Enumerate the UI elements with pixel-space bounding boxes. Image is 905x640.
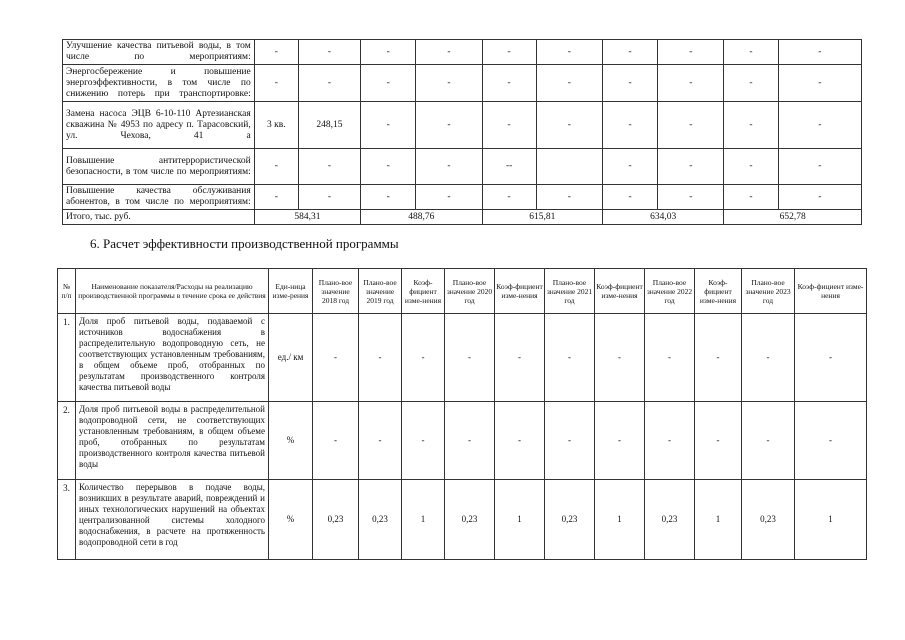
table-cell: - (361, 40, 416, 65)
unit-cell: % (269, 480, 313, 560)
value-cell: 0,23 (645, 480, 695, 560)
table-cell: - (658, 149, 724, 185)
unit-cell: ед./ км (269, 314, 313, 402)
value-cell: - (545, 314, 595, 402)
value-cell: - (495, 314, 545, 402)
total-value: 634,03 (602, 210, 723, 225)
value-cell: - (742, 402, 795, 480)
table-cell: - (536, 185, 602, 210)
value-cell: - (795, 314, 867, 402)
table-cell: - (778, 185, 861, 210)
table-cell: - (361, 185, 416, 210)
total-value: 615,81 (482, 210, 602, 225)
table-cell: - (298, 185, 360, 210)
table-cell: - (778, 40, 861, 65)
total-label: Итого, тыс. руб. (63, 210, 255, 225)
table-cell: - (361, 65, 416, 102)
column-header: Плано-вое значение 2021 год (545, 269, 595, 314)
column-header: Коэф-фициент изме-нения (495, 269, 545, 314)
column-header: Коэф-фициент изме-нения (695, 269, 742, 314)
value-cell: - (445, 402, 495, 480)
value-cell: 0,23 (445, 480, 495, 560)
value-cell: 0,23 (742, 480, 795, 560)
value-cell: - (359, 314, 402, 402)
value-cell: 0,23 (359, 480, 402, 560)
table-cell: 3 кв. (254, 102, 298, 149)
value-cell: - (313, 314, 359, 402)
table-cell: - (416, 149, 482, 185)
table-cell: - (724, 65, 778, 102)
row-number: 2. (58, 402, 76, 480)
value-cell: - (595, 402, 645, 480)
value-cell: 1 (495, 480, 545, 560)
table-cell: - (482, 65, 536, 102)
table-cell: - (298, 149, 360, 185)
value-cell: - (742, 314, 795, 402)
table-cell: - (361, 102, 416, 149)
table-row (63, 40, 862, 65)
column-header: Плано-вое значение 2020 год (445, 269, 495, 314)
table-cell: - (778, 149, 861, 185)
value-cell: - (645, 402, 695, 480)
table-cell: - (724, 185, 778, 210)
value-cell: - (695, 402, 742, 480)
unit-cell: % (269, 402, 313, 480)
value-cell: - (495, 402, 545, 480)
value-cell: - (445, 314, 495, 402)
value-cell: - (795, 402, 867, 480)
table-row (63, 65, 862, 102)
value-cell: - (545, 402, 595, 480)
table-cell: - (416, 40, 482, 65)
table-cell: - (602, 185, 657, 210)
value-cell: 1 (795, 480, 867, 560)
indicator-name: Доля проб питьевой воды в распределительной водопроводной сети, не соответствующих установленным требованиям, в общем объеме проб, отобранных по результатам производственного контроля качества питьевой воды (76, 402, 269, 480)
table-cell: - (416, 65, 482, 102)
column-header: Коэф-фициент изме-нения (402, 269, 445, 314)
table-cell: - (298, 65, 360, 102)
table-cell: - (658, 102, 724, 149)
table-cell: - (536, 102, 602, 149)
table-cell: - (602, 149, 657, 185)
table-cell: - (536, 40, 602, 65)
table-cell: - (254, 185, 298, 210)
value-cell: - (402, 314, 445, 402)
table-header-row (58, 269, 867, 314)
column-header: № п/п (58, 269, 76, 314)
column-header: Еди-ница изме-рения (269, 269, 313, 314)
total-value: 652,78 (724, 210, 862, 225)
table-row (58, 314, 867, 402)
row-number: 1. (58, 314, 76, 402)
table-cell (536, 149, 602, 185)
table-row (63, 102, 862, 149)
investment-table (62, 39, 862, 225)
total-value: 488,76 (361, 210, 482, 225)
table-cell: - (298, 40, 360, 65)
table-cell: 248,15 (298, 102, 360, 149)
table-row (58, 480, 867, 560)
value-cell: - (359, 402, 402, 480)
value-cell: 1 (695, 480, 742, 560)
row-label: Улучшение качества питьевой воды, в том числе по мероприятиям: (63, 40, 255, 65)
table-row (63, 185, 862, 210)
row-label: Повышение антитеррористической безопасности, в том числе по мероприятиям: (63, 149, 255, 185)
table-cell: - (658, 65, 724, 102)
table-cell: - (724, 40, 778, 65)
row-label: Энергосбережение и повышение энергоэффективности, в том числе по снижению потерь при транспортировке: (63, 65, 255, 102)
value-cell: - (595, 314, 645, 402)
table-cell: - (254, 40, 298, 65)
value-cell: 0,23 (313, 480, 359, 560)
value-cell: 1 (402, 480, 445, 560)
table-cell: - (482, 185, 536, 210)
table-cell: - (778, 65, 861, 102)
table-cell: - (482, 40, 536, 65)
column-header: Коэф-фициент изме-нения (795, 269, 867, 314)
row-label: Замена насоса ЭЦВ 6-10-110 Артезианская скважина № 4953 по адресу п. Тарасовский, ул. Чехова, 41 а (63, 102, 255, 149)
table-cell: - (724, 102, 778, 149)
column-header: Коэф-фициент изме-нения (595, 269, 645, 314)
table-cell: - (416, 102, 482, 149)
column-header: Плано-вое значение 2023 год (742, 269, 795, 314)
table-row (63, 149, 862, 185)
table-cell: -- (482, 149, 536, 185)
table-cell: - (602, 40, 657, 65)
table-cell: - (658, 185, 724, 210)
indicator-name: Доля проб питьевой воды, подаваемой с источников водоснабжения в распределительную водопроводную сеть, не соответствующих установленным требованиям, в общем объеме проб, отобранных по результатам производственного контроля качества питьевой воды (76, 314, 269, 402)
table-cell: - (254, 65, 298, 102)
table-cell: - (658, 40, 724, 65)
indicator-name: Количество перерывов в подаче воды, возникших в результате аварий, повреждений и иных технологических нарушений на объектах централизованной системы холодного водоснабжения, в расчете на протяженность водопроводной сети в год (76, 480, 269, 560)
table-cell: - (482, 102, 536, 149)
table-cell: - (361, 149, 416, 185)
column-header: Плано-вое значение 2022 год (645, 269, 695, 314)
value-cell: - (695, 314, 742, 402)
total-value: 584,31 (254, 210, 360, 225)
table-cell: - (724, 149, 778, 185)
value-cell: - (645, 314, 695, 402)
table-cell: - (536, 65, 602, 102)
column-header: Наименование показателя/Расходы на реализацию производственной программы в течение срока ее действия (76, 269, 269, 314)
value-cell: 1 (595, 480, 645, 560)
section-title: 6. Расчет эффективности производственной программы (90, 236, 399, 251)
value-cell: - (402, 402, 445, 480)
value-cell: 0,23 (545, 480, 595, 560)
table-row (58, 402, 867, 480)
row-label: Повышение качества обслуживания абонентов, в том числе по мероприятиям: (63, 185, 255, 210)
table-cell: - (416, 185, 482, 210)
efficiency-table (57, 268, 867, 560)
table-cell: - (778, 102, 861, 149)
column-header: Плано-вое значение 2018 год (313, 269, 359, 314)
table-cell: - (254, 149, 298, 185)
value-cell: - (313, 402, 359, 480)
table-cell: - (602, 65, 657, 102)
column-header: Плано-вое значение 2019 год (359, 269, 402, 314)
table-cell: - (602, 102, 657, 149)
row-number: 3. (58, 480, 76, 560)
total-row (63, 210, 862, 225)
